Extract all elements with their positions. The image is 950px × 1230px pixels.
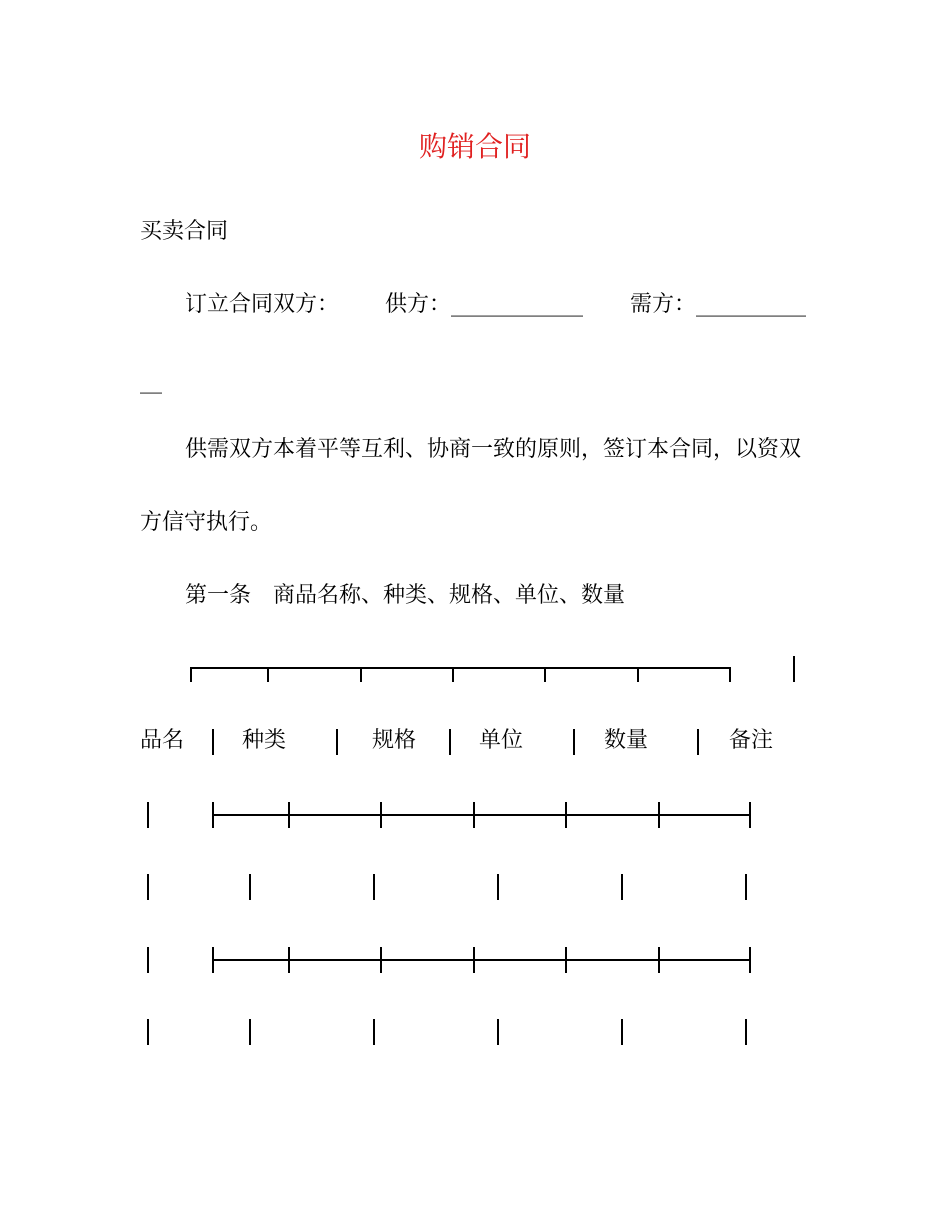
header-cell-spec: 规格 <box>372 728 417 753</box>
intro-paragraph-line2: 方信守执行。 <box>140 510 273 535</box>
document-title: 购销合同 <box>419 130 532 163</box>
parties-lead: 订立合同双方： <box>185 292 340 317</box>
article-1-heading: 第一条 商品名称、种类、规格、单位、数量 <box>185 583 626 608</box>
document-subtitle: 买卖合同 <box>140 219 229 244</box>
header-cell-unit: 单位 <box>479 728 524 753</box>
buyer-field: 需方：__________ <box>630 292 807 317</box>
intro-paragraph-line1: 供需双方本着平等互利、协商一致的原则，签订本合同，以资双 <box>185 437 802 462</box>
header-cell-remarks: 备注 <box>729 728 774 753</box>
buyer-field-continuation: __ <box>140 369 162 394</box>
supplier-field: 供方：____________ <box>385 292 584 317</box>
header-cell-type: 种类 <box>242 728 287 753</box>
header-cell-name: 品名 <box>140 728 185 753</box>
header-cell-quantity: 数量 <box>604 728 649 753</box>
